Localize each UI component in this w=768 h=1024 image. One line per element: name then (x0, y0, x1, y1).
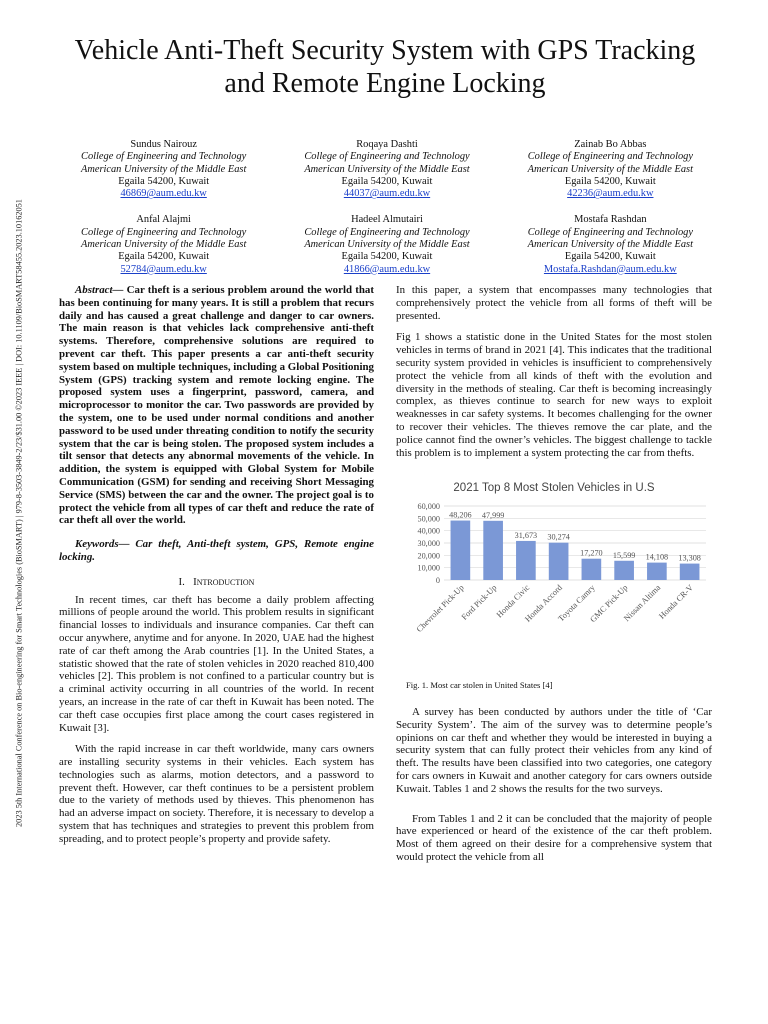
author-org: American University of the Middle East (80, 239, 247, 251)
author-name: Hadeel Almutairi (351, 214, 423, 226)
category-label: Nissan Altima (622, 583, 663, 624)
doi-text: 2023 5th International Conference on Bio-engineering for Smart Technologies (BioSMART) | 979-8-3503-3849-2/23/$31.00 ©2023 IEEE | DOI: 10.1109/BioSMART58455.2023.10162051 (14, 198, 24, 827)
author-row (52, 214, 722, 275)
author-city: Egaila 54200, Kuwait (341, 251, 433, 263)
y-tick-label: 20,000 (417, 551, 440, 561)
author-card (52, 214, 275, 275)
y-tick-label: 50,000 (417, 514, 440, 524)
data-label: 14,108 (645, 552, 669, 562)
abstract-text: Car theft is a serious problem around the world that has been continuing for many years. It is still a problem that recurs daily and has caused a great challenge and danger to car owners. The main reason is that vehicles lack comprehensive anti-theft systems. Therefore, comprehensive solutions are required to prevent car theft. This paper presents a car anti-theft security system based on multiple techniques, including a Global Positioning System (GPS) tracking system and remote locking engine. The proposed system uses a fingerprint, password, camera, and microprocessor to monitor the car. Two passwords are provided by the system, one to be used under normal conditions and another password to be used under threating condition to notify the security system that the car is being stolen. The proposed system includes a tilt sensor that detects any abnormal movements of the vehicle. In addition, the system is equipped with Global System for Mobile Communication (GSM) for sending and receiving Short Messaging Service (SMS) between the car and the owner. The project goal is to protect the vehicle from all types of car theft and reduce the rate of car theft all over the world. (59, 284, 374, 527)
y-tick-label: 0 (435, 576, 440, 586)
data-label: 13,308 (678, 553, 701, 563)
author-name: Anfal Alajmi (136, 214, 191, 226)
y-tick-label: 30,000 (417, 539, 440, 549)
author-email-link[interactable]: 52784@aum.edu.kw (120, 263, 207, 275)
y-tick-label: 60,000 (417, 502, 440, 512)
author-dept: College of Engineering and Technology (527, 226, 693, 238)
author-org: American University of the Middle East (80, 163, 247, 175)
section-number: I. (178, 575, 185, 588)
bar (614, 561, 634, 580)
author-name: Roqaya Dashti (356, 139, 418, 150)
category-label: Honda CR-V (657, 583, 696, 622)
author-dept: College of Engineering and Technology (304, 151, 470, 163)
author-block (52, 139, 722, 290)
author-name: Sundus Nairouz (130, 139, 197, 150)
category-label: Honda Civic (494, 583, 532, 620)
author-org: American University of the Middle East (527, 239, 693, 251)
author-city: Egaila 54200, Kuwait (564, 251, 656, 263)
author-city: Egaila 54200, Kuwait (341, 175, 433, 187)
body-paragraph: A survey has been conducted by authors under the title of ‘Car Security System’. The aim of the survey was to determine people’s opinions on car theft and whether they would be interested in buying a security system that can fully protect their vehicles from any kind of theft. The results have been classified into two categories, one category for cars owners in Kuwait and another category for cars owners outside Kuwait. Tables 1 and 2 shows the results for the two surveys. (396, 705, 712, 795)
author-org: American University of the Middle East (304, 163, 470, 175)
author-city: Egaila 54200, Kuwait (564, 175, 656, 187)
section-heading (59, 576, 374, 589)
author-dept: College of Engineering and Technology (527, 151, 693, 163)
category-label: GMC Pick-Up (588, 583, 630, 625)
bar (549, 543, 569, 580)
stolen-vehicles-bar-chart (396, 478, 712, 663)
author-city: Egaila 54200, Kuwait (118, 175, 210, 187)
author-card (499, 139, 722, 200)
author-card (499, 214, 722, 275)
paper-title: Vehicle Anti-Theft Security System with GPS Tracking and Remote Engine Locking (74, 35, 696, 99)
author-email-link[interactable]: 44037@aum.edu.kw (343, 188, 431, 200)
data-label: 15,599 (612, 551, 636, 561)
author-name: Mostafa Rashdan (574, 214, 647, 226)
body-paragraph: Fig 1 shows a statistic done in the United States for the most stolen vehicles in terms of brand in 2021 [4]. This indicates that the traditional security system provided in vehicles is insufficient to comprehensively protect the vehicle from all kinds of theft with the evolution and diversity in the methods of stealing. Car theft is becoming increasingly complex, as thieves continue to search for new ways to exploit weaknesses in car safety systems. It becomes challenging for the owner to recover their vehicles. The thieves remove the car plate, and the police cannot find the owner’s vehicles. The biggest challenge to tackle this problem is to implement a system protecting the car from thefts. (396, 331, 712, 459)
section-title: Introduction (193, 575, 255, 588)
y-tick-label: 10,000 (417, 564, 440, 574)
data-label: 30,274 (547, 533, 570, 543)
data-label: 48,206 (449, 510, 472, 520)
data-label: 47,999 (481, 511, 505, 521)
category-label: Ford Pick-Up (459, 583, 499, 623)
category-label: Chevrolet Pick-Up (414, 583, 466, 635)
author-row (52, 139, 722, 200)
author-card (275, 214, 498, 275)
keywords: Keywords— Car theft, Anti-theft system, GPS, Remote engine locking. (59, 538, 374, 563)
bar (582, 559, 602, 580)
chart-title: 2021 Top 8 Most Stolen Vehicles in U.S (453, 482, 655, 495)
y-tick-label: 40,000 (417, 527, 440, 537)
author-email-link[interactable]: 42236@aum.edu.kw (567, 188, 654, 200)
author-dept: College of Engineering and Technology (81, 226, 247, 238)
doi-sidebar (4, 140, 34, 885)
body-paragraph: In this paper, a system that encompasses many technologies that comprehensively protect the vehicle from all forms of theft will be presented. (396, 284, 712, 322)
category-label: Honda Accord (523, 583, 565, 625)
intro-paragraph: With the rapid increase in car theft worldwide, many cars owners are installing security systems in their vehicles. Each system has technologies such as alarms, motion detectors, and a password to prevent theft. However, car theft continues to be a persistent problem due to the variety of methods used by thieves. This phenomenon has had an adverse impact on society. Therefore, it is necessary to develop a system that has techniques and strategies to prevent this problem from spreading, and to protect people’s property and provide safety. (59, 743, 374, 845)
left-column (59, 284, 374, 855)
bar (516, 541, 536, 580)
body-paragraph: From Tables 1 and 2 it can be concluded that the majority of people have experienced or heard of the existence of the car theft problem. Most of them agreed on their desire for a comprehensive system that would protect the vehicle from all (396, 812, 712, 863)
bar (483, 521, 503, 580)
data-label: 31,673 (514, 531, 538, 541)
figure-caption: Fig. 1. Most car stolen in United States [4] (406, 680, 553, 691)
right-column (396, 284, 712, 873)
data-label: 17,270 (580, 549, 603, 559)
abstract-label: Abstract— (75, 284, 124, 296)
author-dept: College of Engineering and Technology (81, 151, 247, 163)
author-org: American University of the Middle East (527, 163, 693, 175)
bar (647, 563, 667, 580)
author-email-link[interactable]: Mostafa.Rashdan@aum.edu.kw (543, 263, 677, 275)
intro-paragraph: In recent times, car theft has become a daily problem affecting millions of people around the world. This problem results in significant financial losses to individuals and insurance companies. Car theft can occur anywhere, anytime and for anyone. In 2020, UAE had the highest rate of car theft among the Arab countries [1]. In the United States, a statistic showed that the rate of stolen vehicles in 2020 reached 810,400 vehicles [2]. This problem is not confined to a particular country but is a criminal activity occurring in all countries of the world. In recent years, an increase in the rate of car theft in Kuwait has been noted. The car theft case occupies first place among the court cases registered in Kuwait [3]. (59, 593, 374, 734)
author-city: Egaila 54200, Kuwait (118, 251, 210, 263)
bar (451, 521, 471, 580)
bar (680, 564, 700, 580)
category-label: Toyota Camry (556, 583, 597, 624)
author-email-link[interactable]: 46869@aum.edu.kw (120, 188, 207, 200)
author-card (52, 139, 275, 200)
abstract (59, 284, 374, 527)
author-card (275, 139, 498, 200)
author-dept: College of Engineering and Technology (304, 226, 470, 238)
author-org: American University of the Middle East (304, 239, 470, 251)
author-email-link[interactable]: 41866@aum.edu.kw (343, 263, 431, 275)
author-name: Zainab Bo Abbas (574, 139, 647, 150)
